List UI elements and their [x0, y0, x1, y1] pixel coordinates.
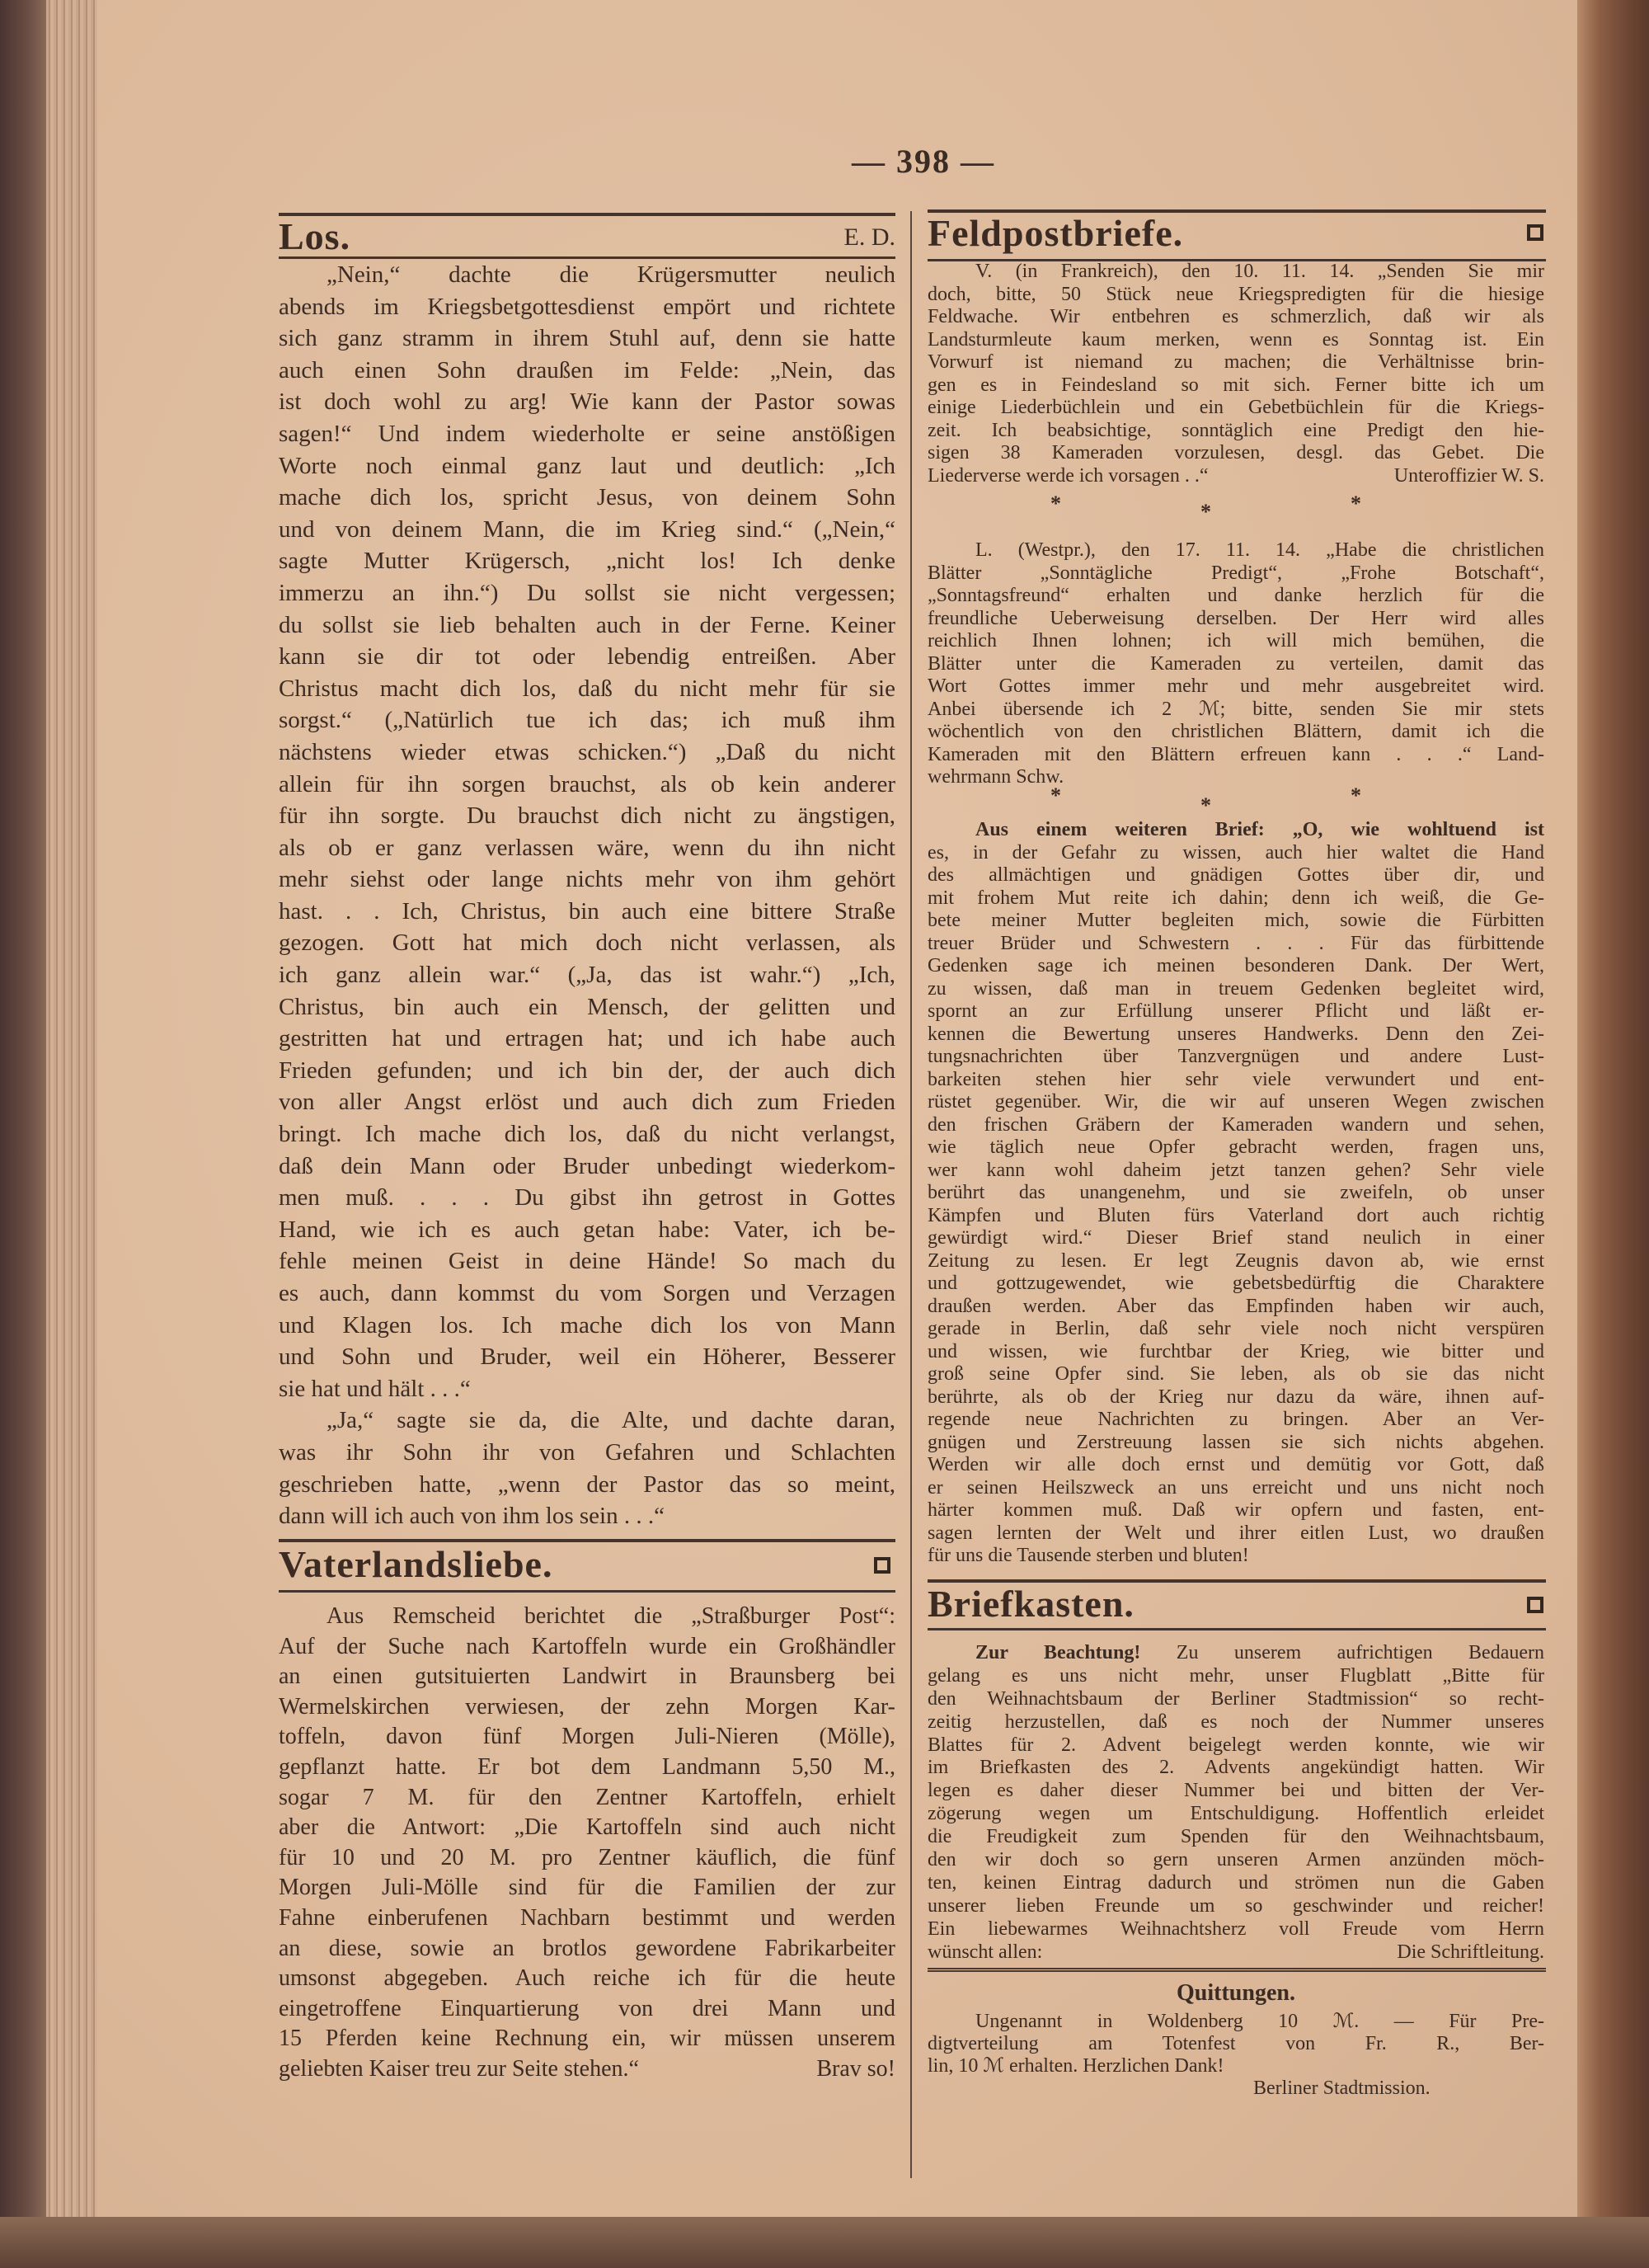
text-line	[279, 2054, 895, 2085]
text-line: allein für ihn sorgen brauchst, als ob kein anderer	[279, 770, 895, 798]
text-line: Morgen Juli-Mölle sind für die Familien der zur	[279, 1875, 895, 1901]
text-line: für ihn sorgte. Du brauchst dich nicht zu ängstigen,	[279, 802, 895, 830]
bold-lead-text: Aus einem weiteren Brief: „O, wie wohltuend ist	[975, 819, 1544, 840]
text-line: es auch, dann kommst du vom Sorgen und Verzagen	[279, 1280, 895, 1306]
text-line: L. (Westpr.), den 17. 11. 14. „Habe die christlichen	[975, 539, 1544, 561]
text-line: aber die Antwort: „Die Kartoffeln sind auch nicht	[279, 1814, 895, 1841]
text-line: an einen gutsituierten Landwirt in Braunsberg bei	[279, 1663, 895, 1690]
line-text-right: Die Schriftleitung.	[1397, 1941, 1544, 1963]
text-line: härter kommen muß. Daß wir opfern und fasten, ent-	[928, 1499, 1544, 1521]
text-line: ist doch wohl zu arg! Wie kann der Pastor sowas	[279, 388, 895, 416]
text-line: lin, 10 ℳ erhalten. Herzlichen Dank!	[928, 2055, 1224, 2077]
text-line: zeitig herzustellen, daß es noch der Nummer unseres	[928, 1710, 1544, 1733]
text-line: „Ja,“ sagte sie da, die Alte, und dachte daran,	[327, 1407, 895, 1434]
text-line: nächstens wieder etwas schicken.“) „Daß du nicht	[279, 738, 895, 765]
article-author: E. D.	[843, 224, 895, 251]
rule	[279, 1590, 895, 1593]
text-line: dann will ich auch von ihm los sein . . .“	[279, 1503, 665, 1530]
text-line: regende neue Nachrichten zu bringen. Aber an Ver-	[928, 1409, 1544, 1430]
text-line: Hand, wie ich es auch getan habe: Vater, ich be-	[279, 1216, 895, 1243]
bold-lead-text: Zur Beachtung!	[975, 1642, 1141, 1663]
text-line: den Weihnachtsbaum der Berliner Stadtmission“ so recht-	[928, 1687, 1544, 1710]
text-line: wehrmann Schw.	[928, 766, 1064, 788]
text-line: Anbei übersende ich 2 ℳ; bitte, senden Sie mir stets	[928, 698, 1544, 720]
page-stack-edge	[46, 0, 97, 2219]
text-line: gestritten hat und ertragen hat; und ich habe auch	[279, 1025, 895, 1052]
article-body-briefkasten	[928, 1642, 1544, 1964]
text-line: gewürdigt wird.“ Dieser Brief stand neulich in einer	[928, 1227, 1544, 1249]
text-line: Kämpfen und Bluten fürs Vaterland dort auch richtig	[928, 1204, 1544, 1226]
text-line: gerade in Berlin, daß sehr viele noch nicht verspüren	[928, 1318, 1544, 1339]
article-title-briefkasten: Briefkasten.	[928, 1583, 1135, 1625]
text-line: Blattes für 2. Advent beigelegt werden konnte, wie wir	[928, 1734, 1544, 1756]
paragraph	[928, 819, 1544, 1568]
article-body-los	[279, 259, 895, 1532]
text-line: tungsnachrichten über Tanzvergnügen und andere Lust-	[928, 1046, 1544, 1067]
article-title-vaterlandsliebe: Vaterlandsliebe.	[279, 1543, 553, 1585]
separator-star: *	[1050, 783, 1061, 807]
text-line: bete meiner Mutter begleiten mich, sowie die Fürbitten	[928, 910, 1544, 931]
text-line: des allmächtigen und gnädigen Gottes über dir, und	[928, 864, 1544, 886]
text-line: Blätter „Sonntägliche Predigt“, „Frohe Botschaft“,	[928, 562, 1544, 584]
square-ornament-icon	[1527, 224, 1543, 241]
text-line: die Freudigkeit zum Spenden für den Weihnachtsbaum,	[928, 1826, 1544, 1848]
rule	[279, 1539, 895, 1542]
text-line: von aller Angst erlöst und auch dich zum Frieden	[279, 1089, 895, 1116]
paragraph	[928, 2011, 1544, 2077]
text-line: zögerung wegen um Entschuldigung. Hoffentlich erleidet	[928, 1803, 1544, 1825]
text-line: Frieden gefunden; und ich bin der, der auch dich	[279, 1056, 895, 1084]
text-line: sagte Mutter Krügersch, „nicht los! Ich denke	[279, 548, 895, 575]
text-line: sie hat und hält . . .“	[279, 1375, 471, 1402]
text-line	[928, 1941, 1544, 1965]
separator-star: *	[1200, 793, 1211, 817]
text-line: einige Liederbüchlein und ein Gebetbüchlein für die Kriegs-	[928, 397, 1544, 418]
text-line: für uns die Tausende sterben und bluten!	[928, 1545, 1249, 1566]
text-line: reichlich Ihnen lohnen; ich will mich bemühen, die	[928, 630, 1544, 652]
book-bottom-edge	[0, 2217, 1649, 2268]
line-text: Liederverse werde ich vorsagen . .“	[928, 464, 1209, 487]
text-line: Werden wir alle doch ernst und demütig vor Gott, daß	[928, 1454, 1544, 1475]
text-line: Feldwache. Wir entbehren es schmerzlich, daß wir als	[928, 306, 1544, 327]
text-line	[928, 465, 1544, 488]
text-line: er seinen Heilszweck an uns erreicht und uns nicht noch	[928, 1476, 1544, 1499]
text-line: wie täglich neue Opfer gebracht werden, fragen uns,	[928, 1136, 1544, 1158]
text-line: „Nein,“ dachte die Krügersmutter neulich	[327, 261, 895, 288]
text-line: bringt. Ich mache dich los, daß du nicht verlangst,	[279, 1121, 895, 1148]
text-line: gen es in Feindesland so mit sich. Ferner bitte ich um	[928, 374, 1544, 396]
text-line: legen es daher dieser Nummer bei und bitten der Ver-	[928, 1780, 1544, 1802]
book-edge-left	[0, 0, 46, 2268]
square-ornament-icon	[874, 1557, 890, 1574]
letter-1	[928, 261, 1544, 487]
text-line: es, in der Gefahr zu wissen, auch hier waltet die Hand	[928, 841, 1544, 863]
text-line: auch einen Sohn draußen im Felde: „Nein, das	[279, 356, 895, 383]
text-line: sigen 38 Kameraden vorzulesen, desgl. das Gebet. Die	[928, 442, 1544, 463]
text-line: sagen lernten der Welt und ihrer eitlen Lust, wo draußen	[928, 1522, 1544, 1544]
text-line: Christus, bin auch ein Mensch, der gelitten und	[279, 993, 895, 1020]
text-line: digtverteilung am Totenfest von Fr. R., Ber-	[928, 2033, 1544, 2054]
text-line: gepflanzt hatte. Er bot dem Landmann 5,50 M.,	[279, 1753, 895, 1780]
rule	[928, 1628, 1546, 1630]
letter-3	[928, 819, 1544, 1568]
text-line	[928, 819, 1544, 842]
book-binding	[1577, 0, 1649, 2268]
text-line: ich ganz allein war.“ („Ja, das ist wahr.“) „Ich,	[279, 962, 895, 989]
separator-star: *	[1351, 783, 1361, 807]
text-line: den wir doch so gern unseren Armen anzünden möch-	[928, 1849, 1544, 1871]
text-line: Ein liebewarmes Weihnachtsherz voll Freude vom Herrn	[928, 1917, 1544, 1940]
paragraph	[279, 1602, 895, 2085]
text-line: mit frohem Mut reite ich dahin; denn ich weiß, die Ge-	[928, 887, 1544, 909]
text-line: „Sonntagsfreund“ erhalten und danke herzlich für die	[928, 585, 1544, 606]
paragraph	[928, 539, 1544, 789]
letter-2	[928, 539, 1544, 789]
line-text-right: Unteroffizier W. S.	[1393, 464, 1544, 487]
paragraph	[928, 261, 1544, 487]
text-line: sorgst.“ („Natürlich tue ich das; ich muß ihm	[279, 707, 895, 734]
text-line: zeit. Ich beabsichtige, sonntäglich eine Predigt den hie-	[928, 419, 1544, 441]
text-line: berührt das unangenehm, und sie zweifeln, ob unser	[928, 1182, 1544, 1203]
text-line: unserer lieben Freunde um so geschwinder und reicher!	[928, 1894, 1544, 1917]
paragraph	[928, 1642, 1544, 1964]
text-line: eingetroffene Einquartierung von drei Mann und	[279, 1995, 895, 2021]
text-line: und von deinem Mann, die im Krieg sind.“ („Nein,“	[279, 515, 895, 543]
text-line: den frischen Gräbern der Kameraden wandern und sehen,	[928, 1113, 1544, 1136]
text-line: Vorwurf ist niemand zu machen; die Verhältnisse brin-	[928, 351, 1544, 373]
text-line: berührte, als ob der Krieg nur dazu da wäre, ihnen auf-	[928, 1386, 1544, 1408]
text-line: hast. . . Ich, Christus, bin auch eine bittere Straße	[279, 897, 895, 925]
article-title-feldpostbriefe: Feldpostbriefe.	[928, 212, 1184, 254]
text-line: an diese, sowie an brotlos gewordene Fabrikarbeiter	[279, 1935, 895, 1961]
text-line: V. (in Frankreich), den 10. 11. 14. „Senden Sie mir	[975, 261, 1544, 282]
text-line: Fahne einberufenen Nachbarn bestimmt und werden	[279, 1904, 895, 1931]
text-line: Aus Remscheid berichtet die „Straßburger Post“:	[327, 1603, 895, 1629]
separator-star: *	[1351, 492, 1361, 515]
text-line: spornt an zur Erfüllung unserer Pflicht und läßt er-	[928, 1000, 1544, 1022]
text-line: Auf der Suche nach Kartoffeln wurde ein Großhändler	[279, 1633, 895, 1659]
text-line: daß dein Mann oder Bruder unbedingt wiederkom-	[279, 1152, 895, 1179]
quittungen-heading: Quittungen.	[1177, 1980, 1295, 2006]
text-line: Christus macht dich los, daß du nicht mehr für sie	[279, 675, 895, 702]
text-line: barkeiten stehen hier sehr viele verwundert und ent-	[928, 1068, 1544, 1090]
signature: Berliner Stadtmission.	[1253, 2077, 1431, 2099]
text-line: sich ganz stramm in ihrem Stuhl auf, denn sie hatte	[279, 325, 895, 352]
text-line: und Sohn und Bruder, weil ein Höherer, Besserer	[279, 1343, 895, 1371]
separator-star: *	[1050, 492, 1061, 515]
text-line: doch, bitte, 50 Stück neue Kriegspredigten für die hiesige	[928, 283, 1544, 305]
text-line: Kameraden mit den Blättern erfreuen kann . . .“ Land-	[928, 743, 1544, 765]
text-line: als ob er ganz verlassen wäre, wenn du ihn nicht	[279, 834, 895, 861]
line-text-right: Brav so!	[816, 2055, 895, 2082]
text-line: zu wissen, daß man in treuem Gedenken begleitet wird,	[928, 977, 1544, 1000]
text-line: Worte noch einmal ganz laut und deutlich: „Ich	[279, 452, 895, 479]
text-line: kennen die Bewertung unseres Handwerks. Denn den Zei-	[928, 1023, 1544, 1045]
square-ornament-icon	[1527, 1597, 1543, 1613]
text-line: treuer Brüder und Schwestern . . . Für das fürbittende	[928, 932, 1544, 954]
text-line: Gedenken sage ich meinen besonderen Dank. Der Wert,	[928, 955, 1544, 976]
article-body-vaterlandsliebe	[279, 1602, 895, 2085]
text-line: Zeitung zu lesen. Er legt Zeugnis davon ab, wie ernst	[928, 1249, 1544, 1272]
text-line: für 10 und 20 M. pro Zentner käuflich, die fünf	[279, 1844, 895, 1870]
text-line: gelang es uns nicht mehr, unser Flugblatt „Bitte für	[928, 1664, 1544, 1687]
text-line: fehle meinen Geist in deine Hände! So mach du	[279, 1248, 895, 1275]
text-line: freundliche Ueberweisung derselben. Der Herr wird alles	[928, 607, 1544, 629]
quittungen-body	[928, 2011, 1544, 2077]
text-line: wöchentlich von den christlichen Blättern, damit ich die	[928, 721, 1544, 742]
text-line	[928, 1642, 1544, 1665]
text-line: men muß. . . . Du gibst ihn getrost in Gottes	[279, 1184, 895, 1212]
text-line: abends im Kriegsbetgottesdienst empört und richtete	[279, 293, 895, 320]
text-line: du sollst sie lieb behalten auch in der Ferne. Keiner	[279, 611, 895, 638]
text-line: 15 Pferden keine Rechnung ein, wir müssen unserem	[279, 2026, 895, 2052]
text-line: sogar 7 M. für den Zentner Kartoffeln, erhielt	[279, 1784, 895, 1810]
paragraph	[279, 259, 895, 1405]
text-line: kann sie dir tot oder lebendig entreißen. Aber	[279, 643, 895, 671]
text-line: gezogen. Gott hat mich doch nicht verlassen, als	[279, 929, 895, 957]
column-divider	[910, 211, 912, 2178]
text-line: Landsturmleute kaum merken, wenn es Sonntag ist. Ein	[928, 328, 1544, 351]
text-line: und wissen, wie furchtbar der Krieg, wie bitter und	[928, 1340, 1544, 1362]
line-text: Zu unserem aufrichtigen Bedauern	[1140, 1642, 1544, 1663]
text-line: gnügen und Zerstreuung lassen sie sich nichts abgehen.	[928, 1431, 1544, 1453]
text-line: Ungenannt in Woldenberg 10 ℳ. — Für Pre-	[975, 2011, 1544, 2032]
text-line: mehr siehst oder lange nichts mehr von ihm gehört	[279, 866, 895, 893]
paragraph	[279, 1405, 895, 1532]
text-line: geschrieben hatte, „wenn der Pastor das so meint,	[279, 1470, 895, 1498]
text-line: mache dich los, spricht Jesus, von deinem Sohn	[279, 484, 895, 511]
text-line: Wermelskirchen verwiesen, der zehn Morgen Kar-	[279, 1693, 895, 1720]
line-text: geliebten Kaiser treu zur Seite stehen.“	[279, 2055, 639, 2082]
text-line: Wort Gottes immer mehr und mehr ausgebreitet wird.	[928, 675, 1544, 697]
rule	[279, 213, 895, 216]
text-line: groß seine Opfer sind. Sie leben, als ob sie das nicht	[928, 1363, 1544, 1385]
text-line: immerzu an ihn.“) Du sollst sie nicht vergessen;	[279, 579, 895, 606]
page-number: — 398 —	[852, 143, 995, 180]
line-text: wünscht allen:	[928, 1941, 1043, 1963]
text-line: was ihr Sohn ihr von Gefahren und Schlachten	[279, 1438, 895, 1466]
text-line: und gottzugewendet, wie gebetsbedürftig die Charaktere	[928, 1273, 1544, 1294]
text-line: toffeln, davon fünf Morgen Juli-Nieren (Mölle),	[279, 1724, 895, 1750]
wavy-rule	[928, 1968, 1546, 1972]
text-line: rüstet gegenüber. Wir, die wir auf unseren Wegen zwischen	[928, 1091, 1544, 1113]
text-line: und Klagen los. Ich mache dich los von Mann	[279, 1311, 895, 1339]
text-line: ten, keinen Eintrag dadurch und strömen nun die Gaben	[928, 1871, 1544, 1894]
text-line: im Briefkasten des 2. Advents angekündigt hatten. Wir	[928, 1757, 1544, 1779]
text-line: umsonst abgegeben. Auch reiche ich für die heute	[279, 1965, 895, 1992]
article-title-los: Los.	[279, 215, 351, 257]
text-line: Blätter unter die Kameraden zu verteilen, damit das	[928, 652, 1544, 675]
text-line: wer kann wohl daheim jetzt tanzen gehen? Sehr viele	[928, 1159, 1544, 1181]
text-line: draußen werden. Aber das Empfinden haben wir auch,	[928, 1295, 1544, 1317]
text-line: sagen!“ Und indem wiederholte er seine anstößigen	[279, 420, 895, 447]
separator-star: *	[1200, 500, 1211, 524]
